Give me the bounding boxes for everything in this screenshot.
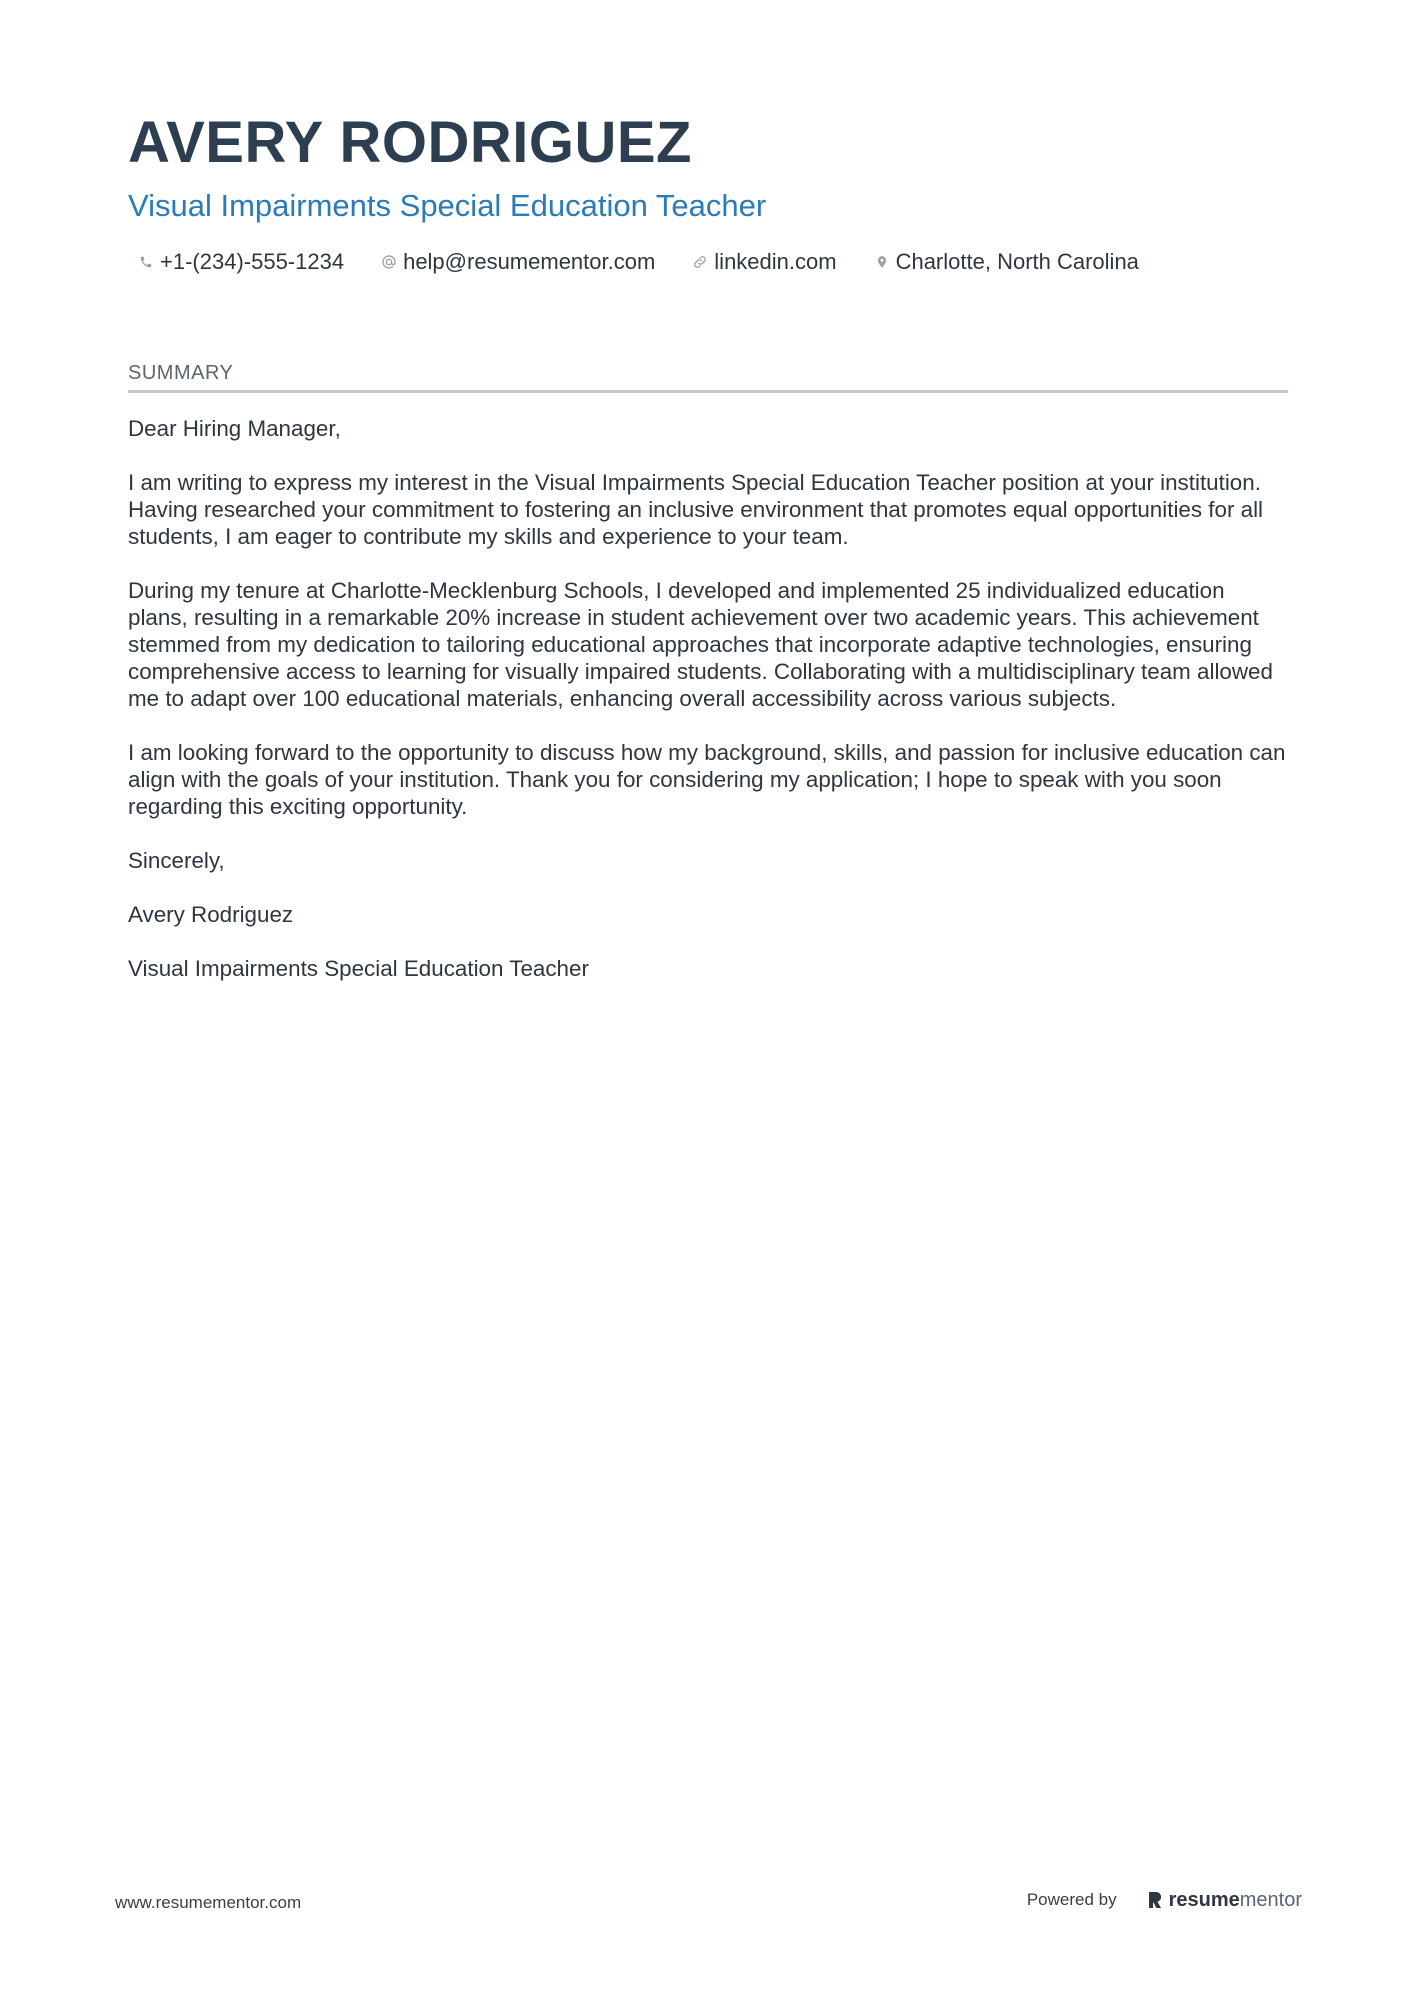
contact-website	[682, 248, 836, 276]
signature-title: Visual Impairments Special Education Teacher	[128, 956, 589, 981]
summary-section	[128, 360, 1288, 1009]
contact-row	[128, 248, 1288, 276]
location-text: Charlotte, North Carolina	[895, 249, 1139, 274]
header	[128, 108, 1288, 276]
job-title: Visual Impairments Special Education Teacher	[128, 188, 767, 223]
footer-website[interactable]: www.resumementor.com	[115, 1893, 302, 1912]
brand-logo[interactable]	[1147, 1888, 1302, 1912]
email-link[interactable]: help@resumementor.com	[403, 249, 656, 274]
phone-icon	[136, 252, 156, 272]
letter-paragraph: During my tenure at Charlotte-Mecklenburg Schools, I developed and implemented 25 individualized education plans, resulting in a remarkable 20% increase in student achievement over two academic years. This achievement stemmed from my dedication to tailoring educational approaches that incorporate adaptive technologies, ensuring comprehensive access to learning for visually impaired students. Collaborating with a multidisciplinary team allowed me to adapt over 100 educational materials, enhancing overall accessibility across various subjects.	[128, 578, 1273, 711]
candidate-name: AVERY RODRIGUEZ	[128, 110, 692, 175]
contact-phone	[128, 248, 344, 276]
brand-word-light: mentor	[1239, 1889, 1302, 1911]
letter-paragraph: I am writing to express my interest in the Visual Impairments Special Education Teacher position at your institution. Having researched your commitment to fostering an inclusive environment that promotes equal opportunities for all students, I am eager to contribute my skills and experience to your team.	[128, 470, 1264, 549]
letter-paragraph: I am looking forward to the opportunity to discuss how my background, skills, and passion for inclusive education can align with the goals of your institution. Thank you for considering my application; I hope to speak with you soon regarding this exciting opportunity.	[128, 740, 1286, 819]
location-pin-icon	[872, 252, 892, 272]
cover-letter-body	[128, 415, 1288, 982]
contact-location	[864, 248, 1139, 276]
link-icon	[690, 252, 710, 272]
phone-text: +1-(234)-555-1234	[160, 249, 345, 274]
at-icon	[379, 252, 399, 272]
closing: Sincerely,	[128, 848, 225, 873]
section-title: SUMMARY	[128, 360, 1288, 393]
footer-branding	[1027, 1888, 1302, 1912]
signature-name: Avery Rodriguez	[128, 902, 294, 927]
resumementor-logo-icon	[1147, 1890, 1163, 1910]
powered-by-label: Powered by	[1026, 1890, 1117, 1909]
salutation: Dear Hiring Manager,	[128, 416, 341, 441]
website-link[interactable]: linkedin.com	[714, 249, 837, 274]
contact-email	[371, 248, 655, 276]
brand-word-bold: resume	[1168, 1889, 1240, 1911]
